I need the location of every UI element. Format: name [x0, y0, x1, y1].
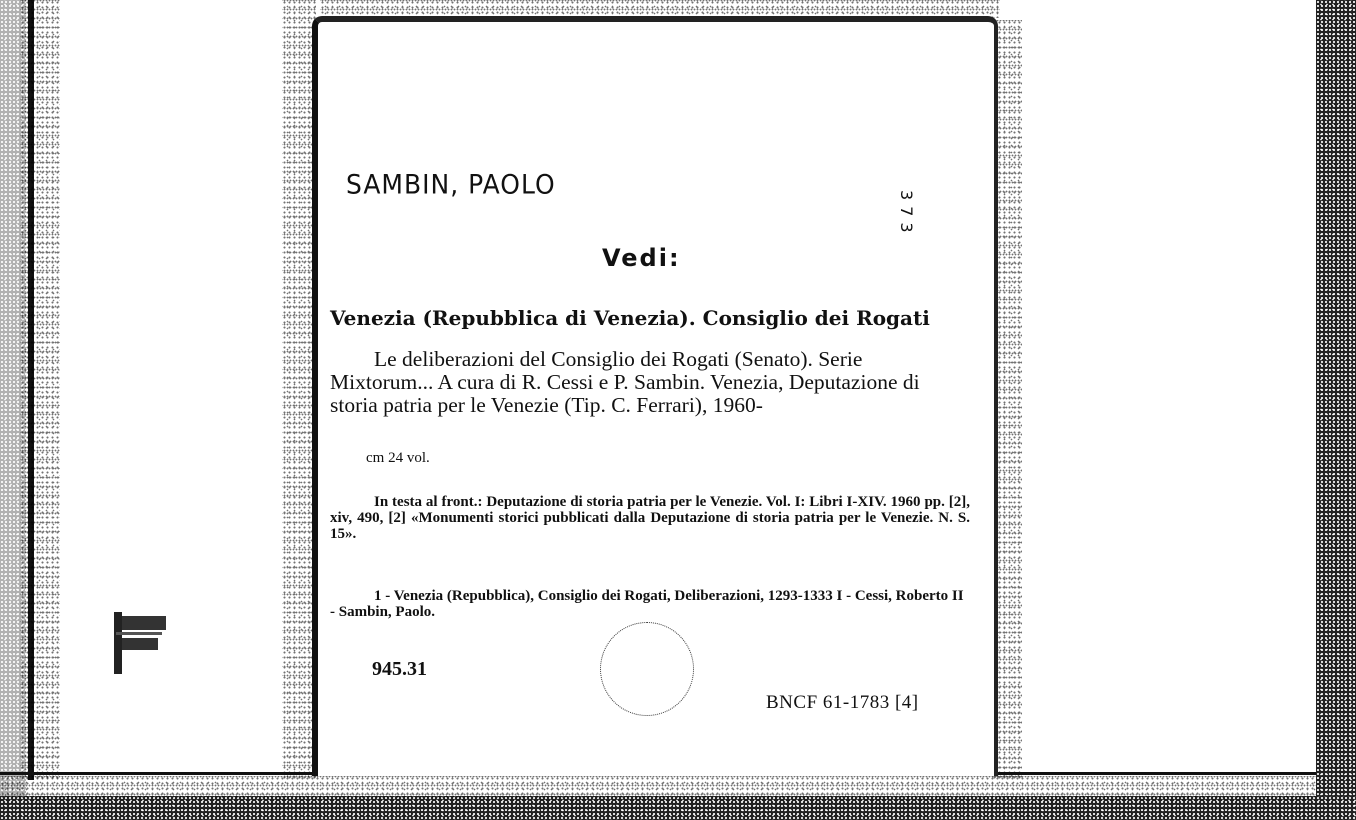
right-scan-border [1316, 0, 1356, 820]
shelf-number: 373 [897, 190, 916, 239]
main-entry-heading: Venezia (Repubblica di Venezia). Consiglio dei Rogati [330, 306, 930, 330]
classification-number: 945.31 [372, 658, 427, 680]
catalog-card [312, 16, 998, 776]
faint-circular-stamp [600, 622, 694, 716]
card-left-speckle [282, 0, 316, 780]
bottom-scan-border [0, 796, 1356, 820]
card-heading-name: SAMBIN, PAOLO [346, 168, 556, 201]
subject-tracings: 1 - Venezia (Repubblica), Consiglio dei Rogati, Deliberazioni, 1293-1333 I - Cessi, Roberto II - Sambin, Paolo. [330, 588, 964, 620]
bottom-speckle [0, 776, 1316, 798]
library-stamp-mark [114, 612, 166, 674]
title-statement: Le deliberazioni del Consiglio dei Rogati (Senato). Serie Mixtorum... A cura di R. Cessi e P. Sambin. Venezia, Deputazione di storia patria per le Venezie (Tip. C. Ferrari), 1960- [330, 347, 920, 417]
physical-description: cm 24 vol. [366, 450, 430, 466]
bibliographic-notes: In testa al front.: Deputazione di storia patria per le Venezie. Vol. I: Libri I-XIV. 1960 pp. [2], xiv, 490, [2] «Monumenti storici pubblicati dalla Deputazione di storia patria per le Venezie. N. S. 15». [330, 494, 970, 542]
left-edge-speckle [20, 0, 60, 780]
see-reference-label: Vedi: [602, 244, 681, 272]
control-number: BNCF 61-1783 [4] [766, 692, 919, 713]
